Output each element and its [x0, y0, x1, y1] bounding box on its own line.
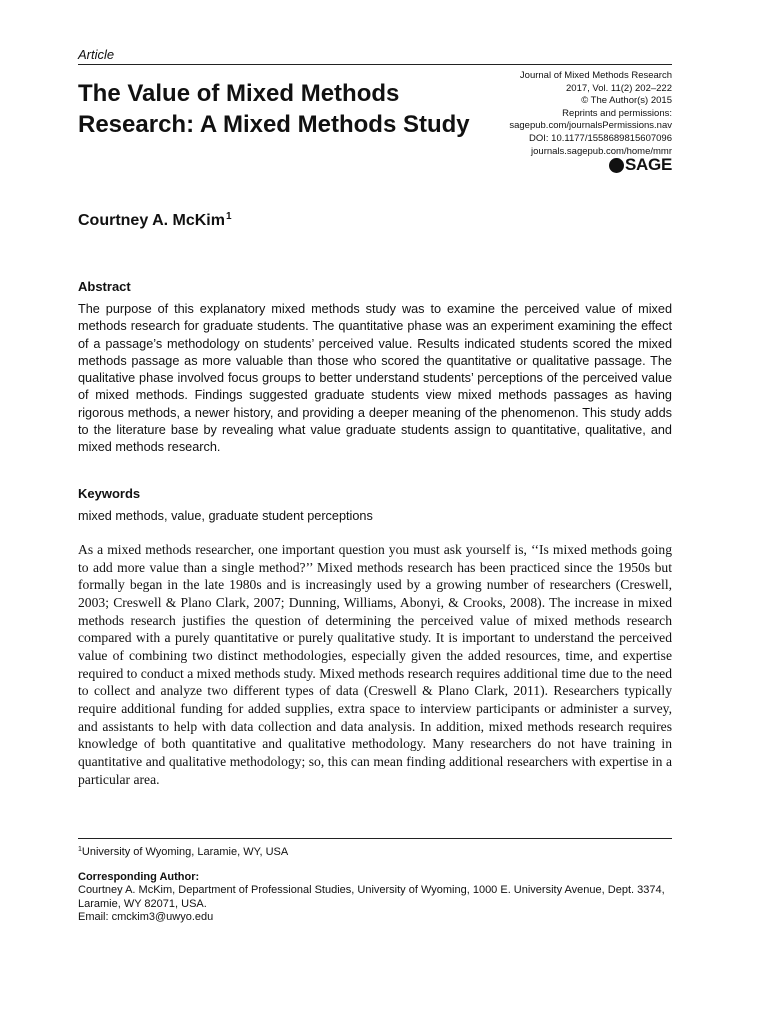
sage-logo-text: SAGE: [625, 155, 672, 174]
author-name-text: Courtney A. McKim: [78, 212, 225, 229]
corresponding-author-block: [78, 884, 678, 925]
corresponding-address: Courtney A. McKim, Department of Professional Studies, University of Wyoming, 1000 E. University Avenue, Dept. 3374, Laramie, WY 82071, USA.: [78, 884, 665, 910]
reprints-label: Reprints and permissions:: [562, 107, 672, 119]
corresponding-author-heading: Corresponding Author:: [78, 871, 200, 883]
article-type-label: Article: [78, 47, 115, 62]
abstract-text: The purpose of this explanatory mixed methods study was to examine the perceived value of mixed methods research for graduate students. The quantitative phase was an experiment examining the effect of a passage’s methodology on students’ perceived value. Results indicated students scored the mixed methods passage as more valuable than those who scored the quantitative or qualitative passage. The qualitative phase involved focus groups to better understand students’ perceptions of the perceived value of mixed methods. Findings suggested graduate students view mixed methods passages as having rigorous methods, a newer history, and providing a deeper meaning of the phenomenon. This study adds to the literature base by revealing what value graduate students assign to quantitative, qualitative, and mixed methods research.: [78, 302, 672, 455]
corresponding-email[interactable]: Email: cmckim3@uwyo.edu: [78, 911, 214, 924]
keywords-text: mixed methods, value, graduate student perceptions: [78, 509, 373, 523]
doi[interactable]: DOI: 10.1177/1558689815607096: [529, 132, 672, 144]
footnote-rule: [78, 838, 672, 839]
footnote-mark: 1: [78, 846, 82, 853]
copyright: © The Author(s) 2015: [581, 95, 672, 107]
footnote-affiliation: University of Wyoming, Laramie, WY, USA: [81, 846, 289, 858]
body-paragraph: As a mixed methods researcher, one important question you must ask yourself is, ‘‘Is mixed methods going to add more value than a single method?’’ Mixed methods research has been practiced since the 1950s but formally began in the late 1980s and is increasingly used by a growing number of researchers (Creswell, 2003; Creswell & Plano Clark, 2007; Dunning, Williams, Abonyi, & Crooks, 2008). The increase in mixed methods research justifies the question of determining the perceived value of mixed methods research compared with a purely quantitative or purely qualitative study. It is important to understand the perceived value of combining two distinct methodologies, especially given the added resources, time, and expertise required to conduct a mixed methods study. Mixed methods research requires additional time due to the need to collect and analyze two different types of data (Creswell & Plano Clark, 2011). Researchers typically require additional funding for added supplies, extra space to interview participants or administer a survey, and assistants to help with data collection and data analysis. In addition, mixed methods research requires knowledge of both quantitative and qualitative methodology. Many researchers do not have training in quantitative and qualitative methodology; so, this can mean finding additional researchers with expertise in a particular area.: [78, 542, 672, 787]
author-affiliation-mark: 1: [225, 211, 232, 222]
header-rule: [78, 64, 672, 65]
author-name: [78, 211, 232, 230]
sage-logo: [609, 155, 672, 175]
keywords-heading: Keywords: [78, 486, 141, 501]
journal-info: [509, 70, 672, 158]
journal-name: Journal of Mixed Methods Research: [519, 70, 672, 81]
affiliation-footnote: [78, 846, 288, 858]
journal-homepage-link[interactable]: journals.sagepub.com/home/mmr: [531, 145, 672, 157]
abstract-heading: Abstract: [78, 279, 131, 294]
permissions-link[interactable]: sagepub.com/journalsPermissions.nav: [509, 120, 672, 132]
sage-logo-mark-icon: [609, 158, 624, 173]
article-title: The Value of Mixed Methods Research: A Mixed Methods Study: [78, 80, 470, 138]
journal-volume: 2017, Vol. 11(2) 202–222: [566, 82, 672, 94]
